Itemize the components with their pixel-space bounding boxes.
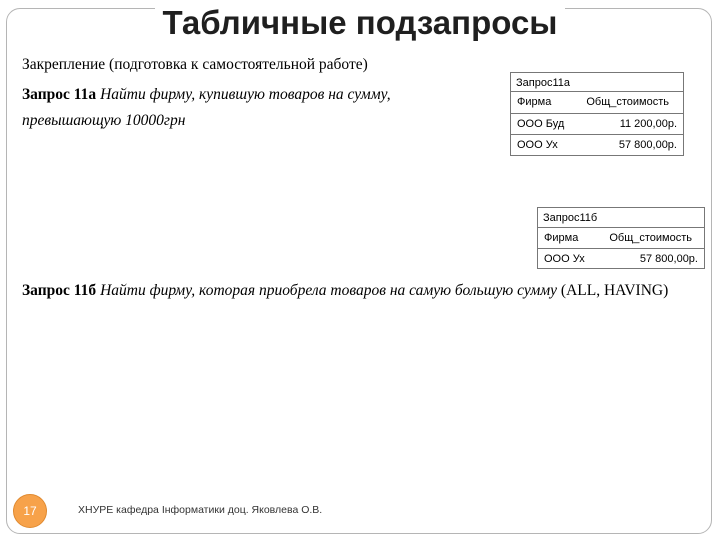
query-11b-label: Запрос 11б: [22, 282, 97, 299]
table-cell: 57 800,00р.: [618, 139, 677, 151]
column-header: Фирма: [544, 232, 579, 244]
query-11b-description: Найти фирму, которая приобрела товаров на самую большую сумму: [100, 282, 558, 299]
table-cell: ООО Ух: [517, 139, 558, 151]
table-row: [511, 114, 683, 136]
table-caption: Запрос11б: [543, 212, 598, 224]
table-header-row: [511, 92, 683, 114]
query-11b-text: [22, 282, 712, 300]
query-11b-hint: (ALL, HAVING): [560, 282, 669, 299]
table-cell: ООО Буд: [517, 118, 565, 130]
result-table-11a: [510, 72, 684, 156]
footer-text: ХНУРЕ кафедра Інформатики доц. Яковлева О.В.: [78, 504, 323, 516]
table-row: [511, 135, 683, 157]
table-caption: Запрос11а: [516, 77, 570, 89]
slide-title: Табличные подзапросы: [0, 4, 720, 42]
table-header-row: [538, 228, 704, 250]
column-header: Общ_стоимость: [609, 232, 692, 244]
table-row: [538, 249, 704, 271]
table-cell: 11 200,00р.: [619, 118, 677, 130]
query-11a-text: [22, 82, 492, 134]
column-header: Фирма: [517, 96, 552, 108]
query-11a-description: Найти фирму, купившую товаров на сумму, превышающую 10000грн: [22, 86, 391, 129]
result-table-11b: [537, 207, 705, 269]
table-cell: ООО Ух: [544, 253, 585, 265]
slide-subtitle: Закрепление (подготовка к самостоятельной работе): [22, 56, 368, 73]
table-cell: 57 800,00р.: [639, 253, 698, 265]
query-11a-label: Запрос 11а: [22, 86, 97, 103]
page-number-badge: 17: [13, 494, 47, 528]
column-header: Общ_стоимость: [586, 96, 669, 108]
